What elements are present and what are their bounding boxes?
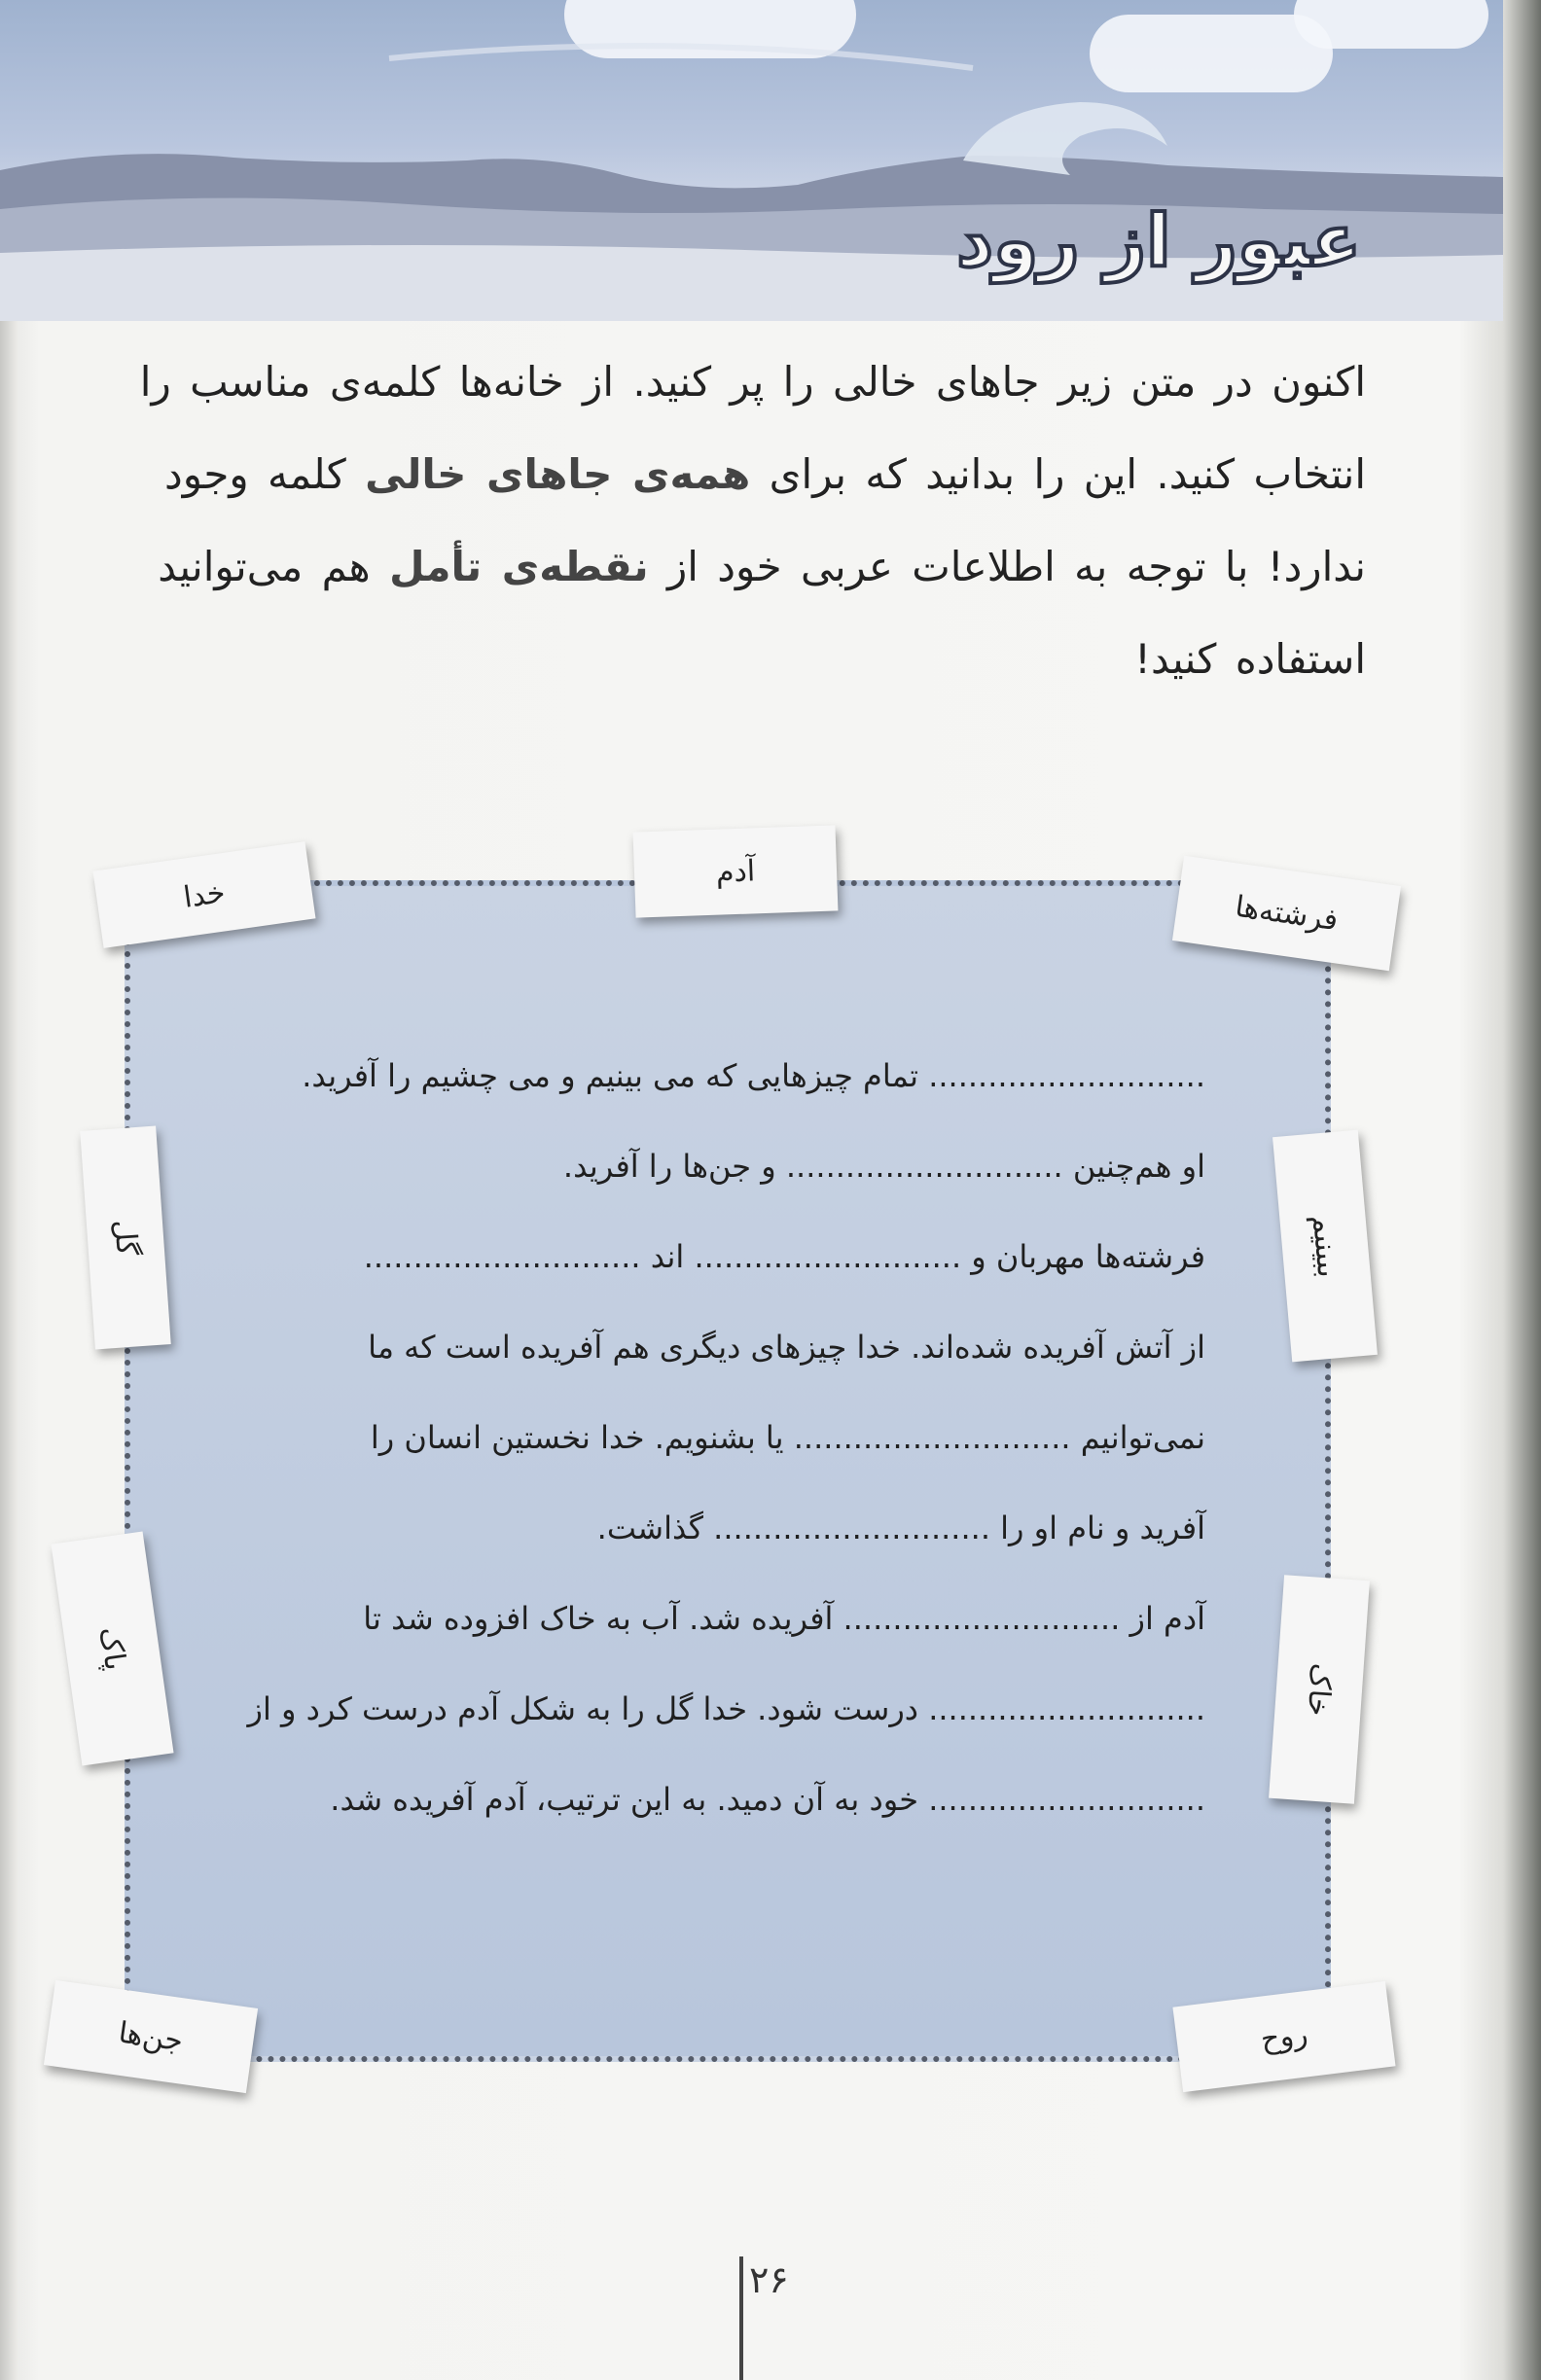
fill-sentence: ............................ خود به آن دمید. به این ترتیب، آدم آفریده شد. bbox=[330, 1781, 1205, 1818]
intro-line bbox=[101, 428, 1366, 520]
word-card-fereshteha[interactable]: فرشته‌ها bbox=[1172, 856, 1401, 971]
intro-text: انتخاب کنید. این را بدانید که برای bbox=[769, 450, 1366, 498]
word-card-khak[interactable]: خاک bbox=[1269, 1575, 1370, 1804]
fill-sentence: نمی‌توانیم ............................ یا بشنویم. خدا نخستین انسان را bbox=[370, 1419, 1205, 1456]
fill-sentence: فرشته‌ها مهربان و ........................... اند ............................ bbox=[363, 1238, 1205, 1275]
word-card-gel[interactable]: گل bbox=[80, 1126, 171, 1350]
intro-line: استفاده کنید! bbox=[1134, 635, 1366, 683]
page-spine bbox=[0, 0, 18, 2380]
intro-text: هم می‌توانید bbox=[158, 543, 371, 590]
fill-sentence: او هم‌چنین ............................ و جن‌ها را آفرید. bbox=[562, 1148, 1205, 1185]
fill-sentence: ............................ تمام چیزهایی که می بینیم و می چشیم را آفرید. bbox=[302, 1057, 1205, 1094]
fill-sentence: آدم از ............................ آفریده شد. آب به خاک افزوده شد تا bbox=[363, 1600, 1205, 1637]
fill-sentence: از آتش آفریده شده‌اند. خدا چیزهای دیگری هم آفریده است که ما bbox=[368, 1329, 1205, 1366]
page-number-divider bbox=[739, 2256, 743, 2380]
intro-text: کلمه وجود bbox=[164, 450, 346, 498]
word-card-jenha[interactable]: جن‌ها bbox=[44, 1980, 258, 2093]
fill-sentence: آفرید و نام او را ............................ گذاشت. bbox=[596, 1510, 1205, 1546]
word-card-khoda[interactable]: خدا bbox=[93, 841, 316, 948]
word-card-pak[interactable]: پاک bbox=[51, 1532, 173, 1766]
word-card-ruh[interactable]: روح bbox=[1172, 1981, 1395, 2092]
fill-sentence: ............................ درست شود. خدا گل را به شکل آدم درست کرد و از bbox=[247, 1690, 1205, 1727]
intro-highlight: همه‌ی جاهای خالی bbox=[365, 450, 751, 498]
fill-in-text bbox=[233, 1031, 1205, 1845]
page-number: ۲۶ bbox=[749, 2258, 789, 2301]
instructions-paragraph bbox=[101, 336, 1366, 705]
word-card-adam[interactable]: آدم bbox=[633, 825, 839, 917]
word-card-bebinim[interactable]: ببینیم bbox=[1272, 1130, 1378, 1363]
page-title: عبور از رود bbox=[956, 199, 1361, 283]
intro-line: اکنون در متن زیر جاهای خالی را پر کنید. از خانه‌ها کلمه‌ی مناسب را bbox=[139, 358, 1366, 406]
intro-highlight: نقطه‌ی تأمل bbox=[389, 543, 649, 590]
intro-text: ندارد! با توجه به اطلاعات عربی خود از bbox=[666, 543, 1366, 590]
intro-line bbox=[101, 520, 1366, 613]
